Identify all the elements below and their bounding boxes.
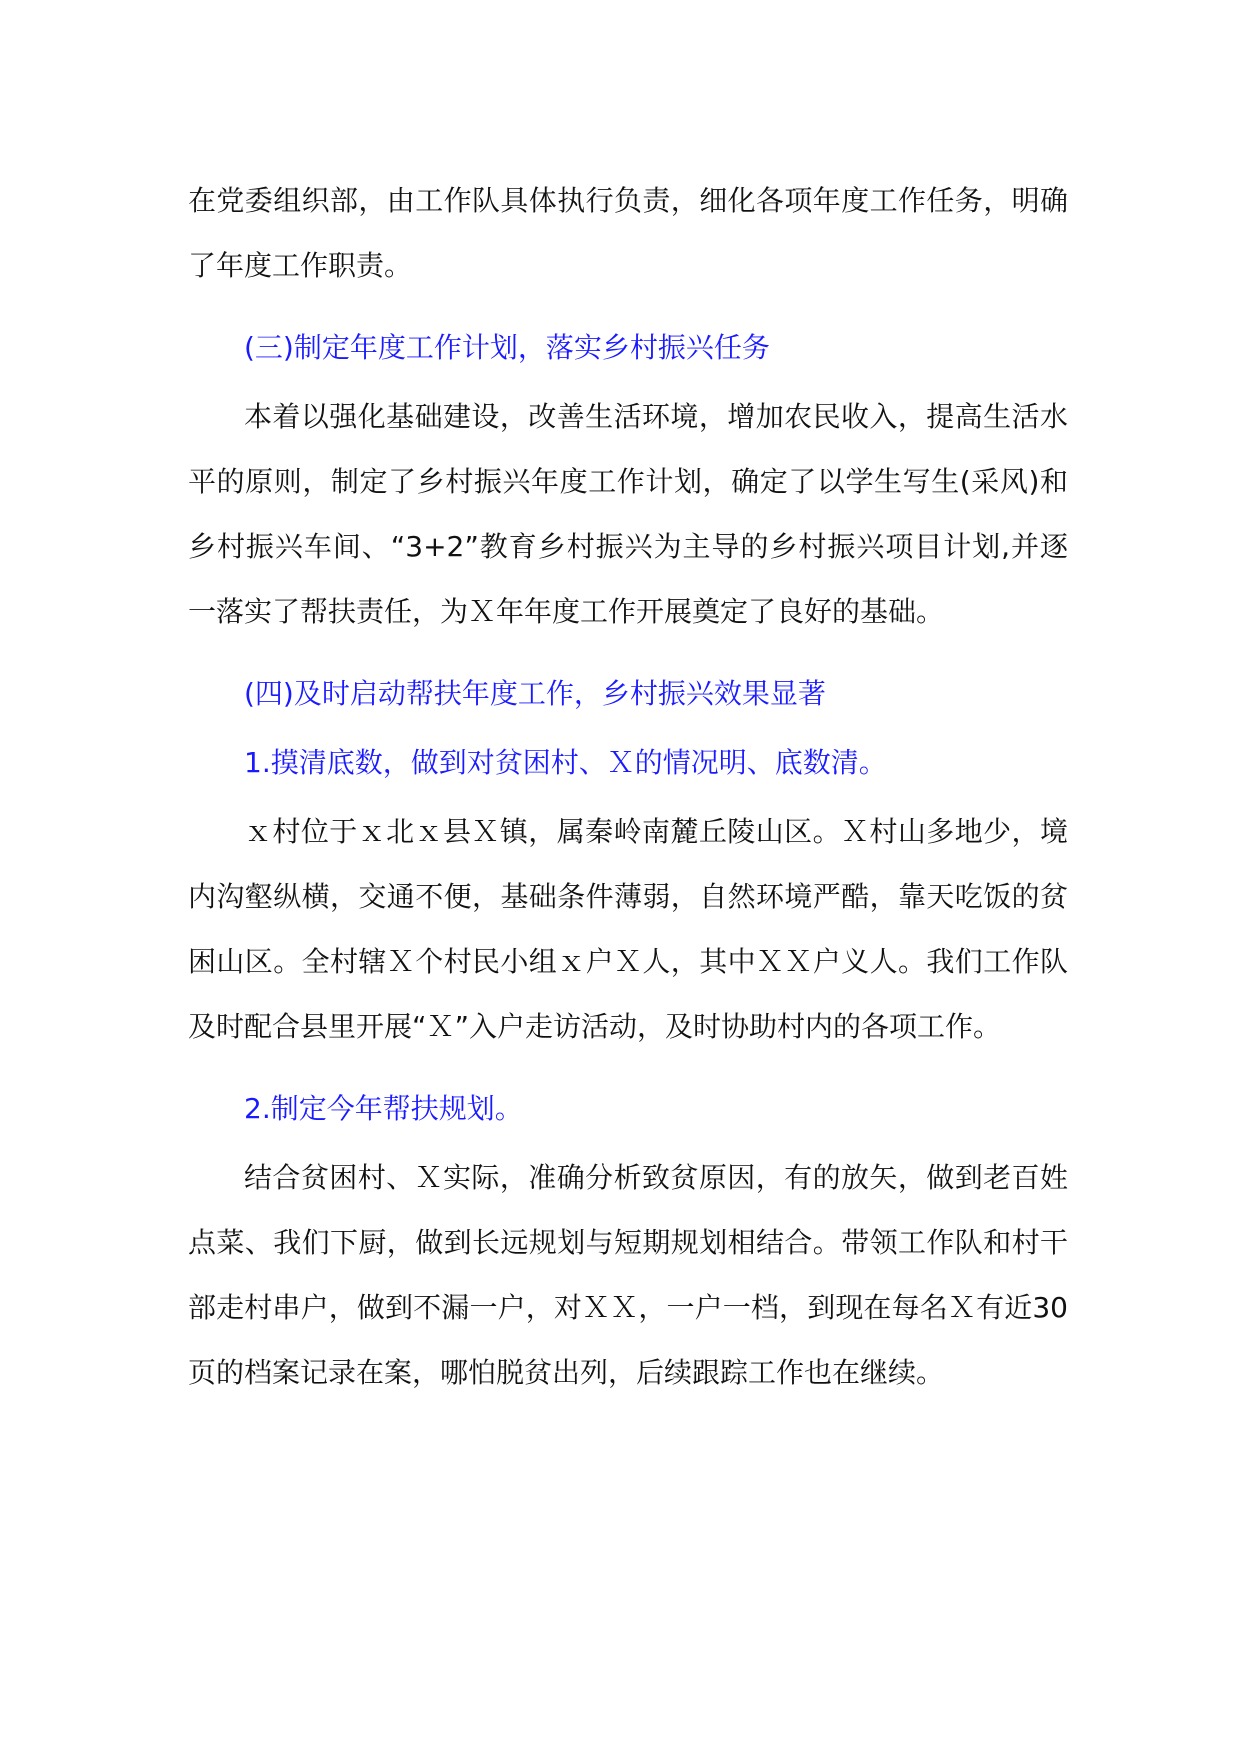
document-page <box>188 168 1068 1405</box>
body-paragraph-2: 本着以强化基础建设，改善生活环境，增加农民收入，提高生活水平的原则，制定了乡村振兴年度工作计划，确定了以学生写生(采风)和乡村振兴车间、“3+2”教育乡村振兴为主导的乡村振兴项目计划,并逐一落实了帮扶责任，为Ｘ年年度工作开展奠定了良好的基础。 <box>188 400 1068 628</box>
subheading-2: 2.制定今年帮扶规划。 <box>244 1092 523 1125</box>
body-paragraph-3: ｘ村位于ｘ北ｘ县Ｘ镇，属秦岭南麓丘陵山区。Ｘ村山多地少，境内沟壑纵横，交通不便，基础条件薄弱，自然环境严酷，靠天吃饭的贫困山区。全村辖Ｘ个村民小组ｘ户Ｘ人，其中ＸＸ户义人。我们工作队及时配合县里开展“Ｘ”入户走访活动，及时协助村内的各项工作。 <box>188 815 1068 1043</box>
subheading-1: 1.摸清底数，做到对贫困村、Ｘ的情况明、底数清。 <box>244 746 887 779</box>
section-heading-4: (四)及时启动帮扶年度工作，乡村振兴效果显著 <box>244 677 826 710</box>
body-paragraph-4: 结合贫困村、Ｘ实际，准确分析致贫原因，有的放矢，做到老百姓点菜、我们下厨，做到长远规划与短期规划相结合。带领工作队和村干部走村串户，做到不漏一户，对ＸＸ，一户一档，到现在每名Ｘ有近30页的档案记录在案，哪怕脱贫出列，后续跟踪工作也在继续。 <box>188 1161 1068 1389</box>
section-heading-3: (三)制定年度工作计划，落实乡村振兴任务 <box>244 331 770 364</box>
body-paragraph-1: 在党委组织部，由工作队具体执行负责，细化各项年度工作任务，明确了年度工作职责。 <box>188 184 1068 282</box>
